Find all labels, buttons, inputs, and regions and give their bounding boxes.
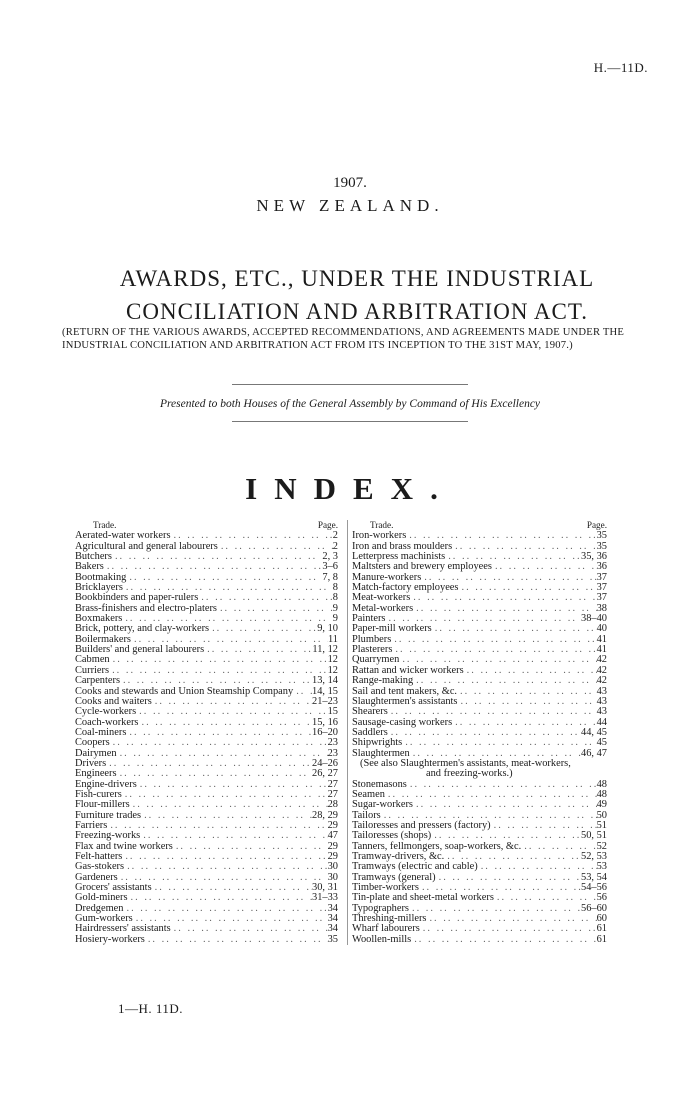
index-trade: Letterpress machinists	[352, 551, 446, 563]
index-trade: Coal-miners	[75, 726, 127, 738]
index-trade: Seamen	[352, 788, 385, 800]
index-trade: Agricultural and general labourers	[75, 540, 218, 552]
leader-dots	[106, 759, 312, 769]
year: 1907.	[333, 175, 367, 191]
index-trade: Woollen-mills	[352, 933, 412, 945]
index-entry	[75, 935, 338, 945]
index-header	[75, 520, 338, 530]
leader-dots	[152, 697, 312, 707]
index-page: 37	[596, 592, 607, 604]
index-page: 21–23	[312, 695, 338, 707]
index-page: 28, 29	[312, 809, 338, 821]
index-column-right	[347, 520, 607, 945]
index-page: 34	[327, 923, 338, 935]
index-page: 26, 27	[312, 768, 338, 780]
index-entry	[75, 728, 338, 738]
leader-dots	[452, 718, 596, 728]
leader-dots	[457, 697, 596, 707]
leader-dots	[117, 769, 312, 779]
leader-dots	[117, 749, 328, 759]
index-page: 53	[596, 861, 607, 873]
index-trade: Iron and brass moulders	[352, 540, 453, 552]
divider-bottom	[232, 421, 468, 422]
index-page: 41	[596, 633, 607, 645]
index-page: 23	[327, 737, 338, 749]
leader-dots	[391, 635, 596, 645]
leader-dots	[420, 924, 597, 934]
index-trade: Meat-workers	[352, 592, 411, 604]
leader-dots	[138, 718, 312, 728]
index-trade: Drivers	[75, 757, 107, 769]
index-trade: Gas-stokers	[75, 861, 125, 873]
index-trade: Tramways (general)	[352, 871, 436, 883]
index-page: 9	[332, 602, 338, 614]
leader-dots	[152, 883, 312, 893]
leader-dots	[126, 573, 322, 583]
return-description: (RETURN OF THE VARIOUS AWARDS, ACCEPTED RECOMMENDATIONS, AND AGREEMENTS MADE UNDER THE INDUSTRIAL CONCILIATION AND ARBITRATION ACT FROM ITS INCEPTION TO THE 31ST MAY, 1907.)	[62, 327, 625, 351]
leader-dots	[464, 666, 597, 676]
index-trade: Tailors	[352, 809, 381, 821]
leader-dots	[104, 562, 323, 572]
index-trade: Maltsters and brewery employees	[352, 561, 492, 573]
slaughtermen-note-continued: and freezing-works.)	[426, 768, 513, 780]
leader-dots	[122, 790, 328, 800]
leader-dots	[141, 811, 312, 821]
index-page: 42	[596, 675, 607, 687]
index-page: 8	[332, 592, 338, 604]
index-page: 2, 3	[322, 551, 338, 563]
index-page: 12	[327, 664, 338, 676]
index-page: 43	[596, 695, 607, 707]
index-page: 37	[596, 571, 607, 583]
index-page: 42	[596, 654, 607, 666]
leader-dots	[392, 645, 596, 655]
leader-dots	[388, 728, 581, 738]
page-header: Page.	[586, 520, 607, 530]
index-trade: Timber-workers	[352, 882, 419, 894]
leader-dots	[402, 738, 596, 748]
index-trade: Tailoresses and pressers (factory)	[352, 819, 491, 831]
index-trade: Curriers	[75, 664, 110, 676]
index-trade: Painters	[352, 613, 386, 625]
index-page: 37	[596, 582, 607, 594]
page-header: Page.	[317, 520, 338, 530]
index-trade: Farriers	[75, 819, 108, 831]
index-entry	[75, 655, 338, 665]
index-trade: Felt-hatters	[75, 851, 123, 862]
index-trade: Freezing-works	[75, 830, 141, 842]
index-trade: Cycle-workers	[75, 706, 137, 718]
index-page: 38–40	[581, 613, 607, 625]
index-trade: Boxmakers	[75, 613, 123, 625]
leader-dots	[128, 893, 312, 903]
index-trade: Tailoresses (shops)	[352, 830, 432, 842]
index-entry	[75, 707, 338, 717]
index-page: 44	[596, 716, 607, 728]
trade-header: Trade.	[370, 520, 394, 530]
index-trade: Flour-millers	[75, 799, 130, 811]
index-page: 13, 14	[312, 675, 338, 687]
index-trade: Brass-finishers and electro-platers	[75, 602, 217, 614]
index-page: 42	[596, 664, 607, 676]
index-entry	[75, 738, 338, 748]
index-list-left	[75, 531, 338, 945]
index-entry	[75, 645, 338, 655]
index-page: 50, 51	[581, 830, 607, 842]
index-page: 14, 15	[312, 685, 338, 697]
index-page: 30, 31	[312, 882, 338, 894]
leader-dots	[173, 842, 328, 852]
index-entry	[75, 542, 338, 552]
index-trade: Quarrymen	[352, 654, 400, 666]
index-page: 36	[596, 561, 607, 573]
leader-dots	[126, 728, 312, 738]
index-trade: Fish-curers	[75, 788, 122, 800]
index-trade: Bakers	[75, 561, 104, 573]
index-trade: Stonemasons	[352, 778, 407, 790]
index-trade: Bricklayers	[75, 582, 123, 594]
leader-dots	[436, 873, 581, 883]
slaughtermen-note: (See also Slaughtermen's assistants, meat-workers,	[360, 757, 571, 769]
index-trade: Match-factory employees	[352, 582, 459, 594]
index-trade: Tramways (electric and cable)	[352, 861, 478, 873]
leader-dots	[130, 800, 328, 810]
index-trade: Builders' and general labourers	[75, 644, 205, 656]
index-trade: Iron-workers	[352, 530, 407, 542]
index-page: 34	[327, 913, 338, 925]
leader-dots	[413, 676, 596, 686]
index-list-right-continued	[352, 780, 607, 946]
index-page: 51	[596, 819, 607, 831]
leader-dots	[452, 542, 596, 552]
leader-dots	[410, 593, 596, 603]
leader-dots	[426, 914, 596, 924]
leader-dots	[112, 552, 322, 562]
index-trade: Cooks and stewards and Union Steamship Company	[75, 685, 294, 697]
index-page: 29	[327, 819, 338, 831]
index-page: 44, 45	[581, 726, 607, 738]
index-page: 60	[596, 913, 607, 925]
index-trade: Tanners, fellmongers, soap-workers, &c.	[352, 840, 522, 852]
leader-dots	[136, 707, 327, 717]
index-list-right	[352, 531, 607, 759]
leader-dots	[407, 780, 597, 790]
index-trade: Dairymen	[75, 747, 117, 759]
index-entry	[75, 552, 338, 562]
index-page: 15, 16	[312, 716, 338, 728]
leader-dots	[458, 583, 596, 593]
index-page: 24–26	[312, 757, 338, 769]
index-trade: Coopers	[75, 737, 110, 749]
index-page: 38	[596, 602, 607, 614]
index-page: 61	[596, 923, 607, 935]
index-trade: Tin-plate and sheet-metal workers	[352, 892, 494, 904]
index-trade: Plumbers	[352, 633, 392, 645]
index-entry	[352, 738, 607, 748]
index-trade: Bookbinders and paper-rulers	[75, 592, 199, 604]
index-page: 2	[332, 540, 338, 552]
index-page: 7, 8	[322, 571, 338, 583]
leader-dots	[411, 935, 596, 945]
index-trade: Cabmen	[75, 654, 110, 666]
index-trade: Gardeners	[75, 871, 118, 883]
index-page: 56	[596, 892, 607, 904]
index-page: 43	[596, 685, 607, 697]
leader-dots	[432, 624, 597, 634]
index-page: 29	[327, 840, 338, 852]
index-page: 11	[327, 633, 338, 645]
index-entry	[75, 811, 338, 821]
leader-dots	[171, 924, 328, 934]
index-trade: Coach-workers	[75, 716, 139, 728]
leader-dots	[293, 687, 312, 697]
leader-dots	[122, 852, 327, 862]
index-page: 30	[327, 871, 338, 883]
index-page: 52, 53	[581, 851, 607, 862]
index-page: 8	[332, 582, 338, 594]
index-page: 9	[332, 613, 338, 625]
index-trade: Butchers	[75, 551, 112, 563]
index-trade: Hosiery-workers	[75, 933, 145, 945]
index-page: 12	[327, 654, 338, 666]
index-trade: Carpenters	[75, 675, 121, 687]
index-entry	[75, 749, 338, 759]
index-trade: Paper-mill workers	[352, 623, 432, 635]
index-page: 9, 10	[317, 623, 338, 635]
leader-dots	[478, 862, 597, 872]
index-trade: Slaughtermen's assistants	[352, 695, 458, 707]
index-trade: Furniture trades	[75, 809, 142, 821]
index-page: 56–60	[581, 902, 607, 914]
index-trade: Sail and tent makers, &c.	[352, 685, 458, 697]
index-entry	[352, 604, 607, 614]
index-page: 50	[596, 809, 607, 821]
index-trade: Hairdressers' assistants	[75, 923, 171, 935]
index-trade: Boilermakers	[75, 633, 131, 645]
index-trade: Metal-workers	[352, 602, 414, 614]
leader-dots	[145, 935, 328, 945]
index-page: 46, 47	[581, 747, 607, 759]
trade-header: Trade.	[93, 520, 117, 530]
leader-dots	[388, 707, 597, 717]
index-entry	[352, 697, 607, 707]
index-page: 35	[596, 540, 607, 552]
leader-dots	[198, 593, 333, 603]
index-page: 52	[596, 840, 607, 852]
index-entry	[352, 780, 607, 790]
leader-dots	[492, 562, 597, 572]
leader-dots	[123, 904, 327, 914]
index-page: 31–33	[312, 892, 338, 904]
index-trade: Bootmaking	[75, 571, 127, 583]
index-trade: Gum-workers	[75, 913, 133, 925]
index-trade: Typographers	[352, 902, 409, 914]
leader-dots	[137, 780, 328, 790]
presented-line: Presented to both Houses of the General Assembly by Command of His Excellency	[159, 398, 541, 410]
index-trade: Aerated-water workers	[75, 530, 171, 542]
index-trade: Brick, pottery, and clay-workers	[75, 623, 210, 635]
index-trade: Sugar-workers	[352, 799, 413, 811]
index-page: 2	[332, 530, 338, 542]
index-page: 29	[327, 851, 338, 862]
index-page: 47	[327, 830, 338, 842]
index-page: 61	[596, 933, 607, 945]
index-page: 40	[596, 623, 607, 635]
index-trade: Shipwrights	[352, 737, 403, 749]
index-trade: Engineers	[75, 768, 117, 780]
leader-dots	[110, 655, 328, 665]
leader-dots	[109, 666, 328, 676]
index-page: 23	[327, 747, 338, 759]
index-trade: Slaughtermen	[352, 747, 410, 759]
index-page: 48	[596, 778, 607, 790]
leader-dots	[120, 676, 312, 686]
index-page: 35	[596, 530, 607, 542]
index-trade: Gold-miners	[75, 892, 128, 904]
leader-dots	[457, 687, 597, 697]
index-trade: Cooks and waiters	[75, 695, 152, 707]
leader-dots	[124, 862, 328, 872]
index-entry	[75, 676, 338, 686]
index-page: 35	[327, 933, 338, 945]
index-page: 35, 36	[581, 551, 607, 563]
index-page: 27	[327, 778, 338, 790]
country-heading: NEW ZEALAND.	[256, 196, 444, 215]
index-trade: Plasterers	[352, 644, 393, 656]
index-page: 34	[327, 902, 338, 914]
index-entry	[352, 718, 607, 728]
footer-code: 1—H. 11D.	[118, 1001, 184, 1016]
index-entry	[352, 676, 607, 686]
index-trade: Shearers	[352, 706, 388, 718]
index-trade: Rattan and wicker workers	[352, 664, 464, 676]
index-trade: Engine-drivers	[75, 778, 137, 790]
index-page: 27	[327, 788, 338, 800]
index-trade: Tramway-drivers, &c.	[352, 851, 445, 862]
leader-dots	[209, 624, 317, 634]
leader-dots	[413, 604, 596, 614]
leader-dots	[107, 821, 327, 831]
index-page: 16–20	[312, 726, 338, 738]
index-page: 15	[327, 706, 338, 718]
index-heading: INDEX.	[245, 471, 455, 506]
leader-dots	[204, 645, 312, 655]
index-page: 43	[596, 706, 607, 718]
index-trade: Range-making	[352, 675, 414, 687]
index-trade: Threshing-millers	[352, 913, 427, 925]
index-trade: Sausage-casing workers	[352, 716, 453, 728]
index-page: 30	[327, 861, 338, 873]
index-page: 48	[596, 788, 607, 800]
leader-dots	[385, 790, 597, 800]
index-entry	[352, 707, 607, 717]
index-trade: Saddlers	[352, 726, 388, 738]
index-trade: Wharf labourers	[352, 923, 420, 935]
leader-dots	[110, 738, 328, 748]
index-entry	[352, 935, 607, 945]
leader-dots	[413, 800, 597, 810]
page-code: H.—11D.	[593, 60, 648, 75]
index-page: 3–6	[322, 561, 338, 573]
divider-top	[232, 384, 468, 385]
index-page: 49	[596, 799, 607, 811]
index-trade: Grocers' assistants	[75, 882, 152, 894]
leader-dots	[409, 904, 581, 914]
index-trade: Manure-workers	[352, 571, 422, 583]
index-entry	[352, 800, 607, 810]
leader-dots	[218, 542, 333, 552]
index-header	[352, 520, 607, 530]
document-title: AWARDS, ETC., UNDER THE INDUSTRIAL CONCILIATION AND ARBITRATION ACT.	[119, 266, 595, 324]
index-page: 41	[596, 644, 607, 656]
index-trade: Flax and twine workers	[75, 840, 173, 852]
index-column-left	[75, 520, 338, 945]
index-trade: Dredgemen	[75, 902, 124, 914]
index-page: 45	[596, 737, 607, 749]
leader-dots	[217, 604, 333, 614]
index-page: 28	[327, 799, 338, 811]
index-page: 54–56	[581, 882, 607, 894]
index-page: 53, 54	[581, 871, 607, 883]
index-page: 11, 12	[312, 644, 338, 656]
